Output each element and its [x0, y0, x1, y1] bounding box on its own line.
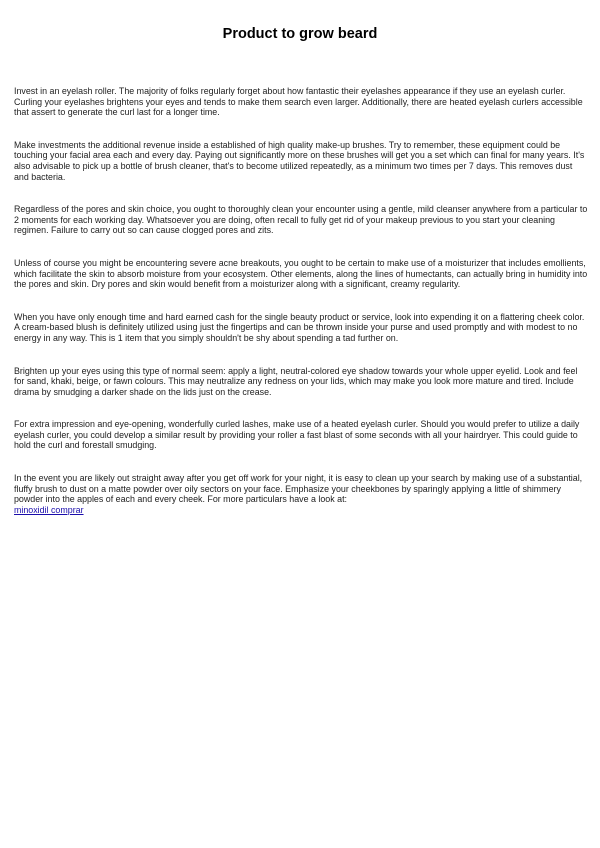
paragraph-cheek-color: When you have only enough time and hard earned cash for the single beauty product or service, look into expending it on a flattering cheek color. A cream-based blush is definitely utilized using just the fingertips and can be thrown inside your purse and used promptly and with modest to no energy in any way. This is 1 item that you simply shouldn't be shy about spending a tad further on. [14, 311, 585, 343]
paragraph-eyelash-roller: Invest in an eyelash roller. The majority of folks regularly forget about how fantastic their eyelashes appearance if they use an eyelash curler. Curling your eyelashes brightens your eyes and tends to make them search even larger. Additionally, there are heated eyelash curlers accessible that assert to generate the curl last for a longer time. [14, 86, 583, 118]
paragraph-eye-shadow: Brighten up your eyes using this type of normal seem: apply a light, neutral-colored eye shadow towards your whole upper eyelid. Look and feel for sand, khaki, beige, or fawn colours. This may neutralize any redness on your lids, which may make you look more mature and tired. Include drama by smudging a darker shade on the lids just on the crease. [14, 365, 578, 397]
paragraph-cleanser: Regardless of the pores and skin choice, you ought to thoroughly clean your encounter using a gentle, mild cleanser anywhere from a particular to 2 moments for each working day. Whatsoever you are doing, often recall to fully get rid of your makeup previous to you start your cleaning regimen. Failure to carry out so can cause clogged pores and zits. [14, 204, 588, 236]
paragraph-makeup-brushes: Make investments the additional revenue inside a established of high quality make-up brushes. Try to remember, these equipment could be touching your facial area each and every day. Paying out significantly more on these brushes will get you a set which can final for many years. It's also advisable to pick up a bottle of brush cleaner, that's to become utilized repeatedly, as a minimum two times per 7 days. This removes dust and bacteria. [14, 139, 585, 182]
paragraph-night-out [14, 473, 589, 515]
paragraph-heated-curler: For extra impression and eye-opening, wonderfully curled lashes, make use of a heated eyelash curler. Should you would prefer to utilize a daily eyelash curler, you could develop a similar result by providing your roller a fast blast of some seconds with all your hairdryer. This could guide to hold the curl and forestall smudging. [14, 419, 580, 451]
paragraph-night-out-text: In the event you are likely out straight away after you get off work for your night, it is easy to clean up your search by making use of a substantial, fluffy brush to dust on a matte powder over oily sectors on your face. Emphasize your cheekbones by sparingly applying a little of shimmery powder into the apples of each and every cheek. For more particulars have a look at: [14, 473, 583, 505]
paragraph-moisturizer: Unless of course you might be encountering severe acne breakouts, you ought to be certain to make use of a moisturizer that includes emollients, which facilitate the skin to absorb moisture from your ecosystem. Other elements, along the lines of humectants, can actually bring in humidity into the pores and skin. Dry pores and skin would benefit from a moisturizer along with a significant, creamy regularity. [14, 257, 588, 290]
page-title: Product to grow beard [222, 26, 378, 42]
minoxidil-link[interactable]: minoxidil comprar [14, 504, 84, 515]
document-body [14, 86, 589, 537]
